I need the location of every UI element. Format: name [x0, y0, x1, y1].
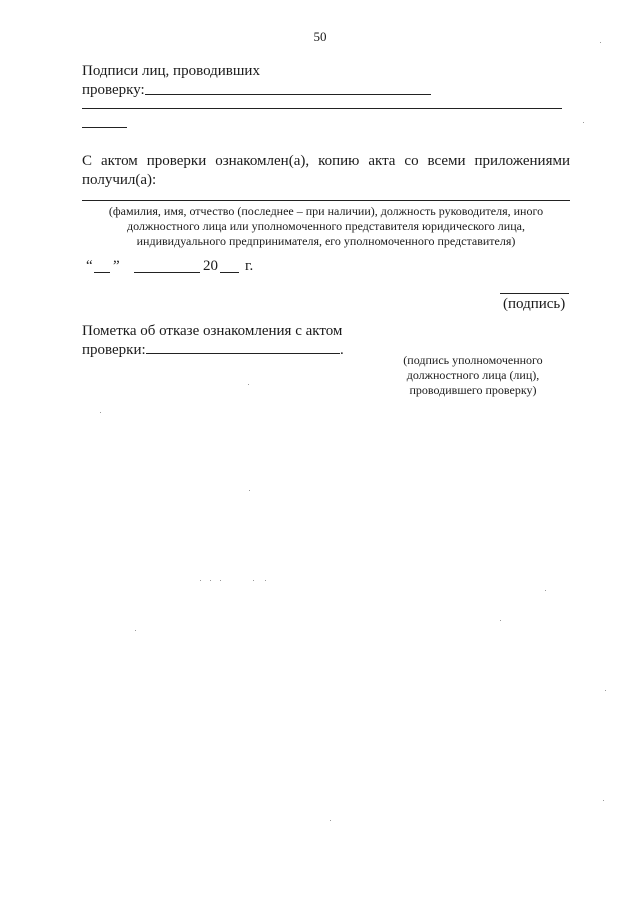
- caption-line1: (фамилия, имя, отчество (последнее – при наличии), должность руководителя, иного: [108, 204, 544, 218]
- signature-caption: (подпись): [503, 296, 566, 312]
- scan-speck: [100, 412, 101, 413]
- date-year-prefix: 20: [203, 258, 218, 274]
- page-number: 50: [313, 29, 327, 44]
- acknowledgement-caption: [82, 204, 570, 249]
- refusal-trailing-dot: .: [340, 342, 344, 358]
- refusal-label-line1: Пометка об отказе ознакомления с актом: [82, 323, 343, 339]
- inspectors-signature-line: [145, 94, 431, 95]
- date-year-suffix: г.: [245, 258, 254, 274]
- scan-speck: [603, 800, 604, 801]
- caption-line2: должностного лица или уполномоченного представителя юридического лица,: [127, 219, 525, 233]
- scan-speck: [220, 580, 221, 581]
- official-signature-caption: [383, 353, 563, 398]
- scan-speck: [500, 620, 501, 621]
- official-caption-line1: (подпись уполномоченного: [403, 353, 543, 367]
- scan-speck: [249, 490, 250, 491]
- scan-speck: [210, 580, 211, 581]
- scan-speck: [135, 630, 136, 631]
- scan-speck: [265, 580, 266, 581]
- date-day-blank: [94, 272, 110, 273]
- scan-speck: [605, 690, 606, 691]
- inspectors-label-line1: Подписи лиц, проводивших: [82, 63, 260, 79]
- scan-speck: [583, 122, 584, 123]
- official-caption-line3: проводившего проверку): [409, 383, 537, 397]
- signature-line: [500, 293, 569, 294]
- inspectors-label-line2: проверку:: [82, 82, 145, 98]
- date-close-quote: ”: [113, 258, 120, 274]
- date-month-blank: [134, 272, 200, 273]
- scan-speck: [330, 820, 331, 821]
- scan-speck: [200, 580, 201, 581]
- inspectors-short-line: [82, 127, 127, 128]
- acknowledgement-name-line: [82, 200, 570, 201]
- acknowledgement-text-line2: получил(а):: [82, 172, 157, 188]
- scan-speck: [600, 42, 601, 43]
- scan-speck: [253, 580, 254, 581]
- date-open-quote: “: [86, 258, 93, 274]
- refusal-label-line2: проверки:: [82, 342, 146, 358]
- refusal-line: [146, 353, 340, 354]
- inspectors-extra-line: [82, 108, 562, 109]
- official-caption-line2: должностного лица (лиц),: [406, 368, 540, 382]
- acknowledgement-text-line1: С актом проверки ознакомлен(а), копию акта со всеми приложениями: [82, 153, 570, 169]
- caption-line3: индивидуального предпринимателя, его уполномоченного представителя): [136, 234, 516, 248]
- scan-speck: [545, 590, 546, 591]
- date-year-blank: [220, 272, 239, 273]
- scan-speck: [248, 384, 249, 385]
